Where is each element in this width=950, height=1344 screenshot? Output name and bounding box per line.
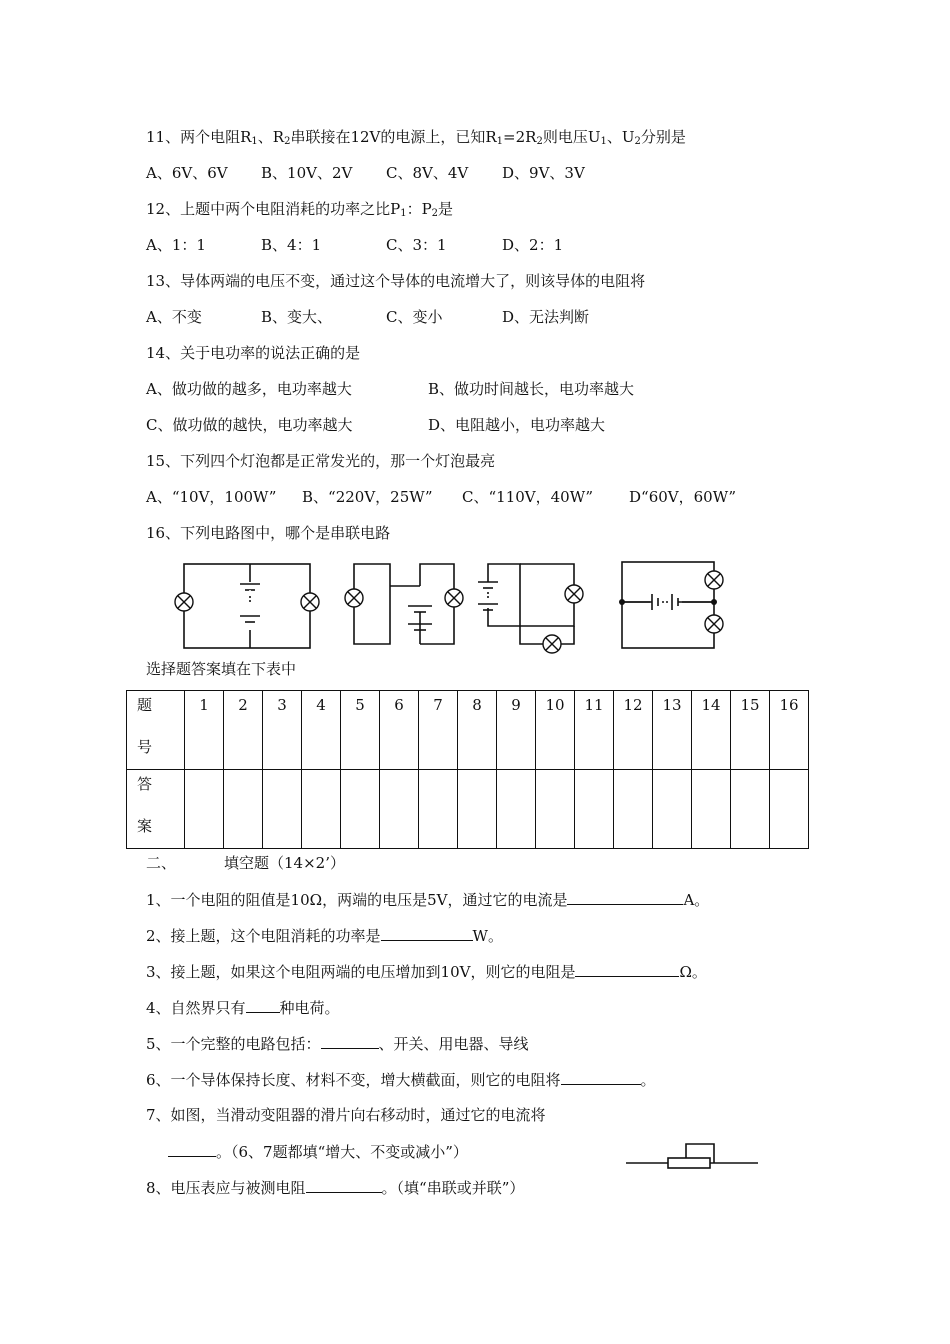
answer-blank[interactable] bbox=[246, 997, 280, 1013]
answer-cell[interactable] bbox=[731, 770, 770, 849]
fill-question-3 bbox=[146, 961, 707, 982]
question-text: 1、一个电阻的阻值是10Ω，两端的电压是5V，通过它的电流是 bbox=[146, 891, 568, 909]
table-cell bbox=[341, 691, 380, 770]
q13-option-b: B、变大、 bbox=[261, 308, 333, 326]
question-text: 。 bbox=[640, 1071, 656, 1089]
section-name: 填空题（14×2’） bbox=[224, 854, 345, 872]
question-number: 16 bbox=[779, 696, 799, 714]
answer-cell[interactable] bbox=[224, 770, 263, 849]
question-text: 。（6、7题都填“增大、不变或减小”） bbox=[216, 1143, 468, 1161]
question-13: 13、导体两端的电压不变，通过这个导体的电流增大了，则该导体的电阻将 bbox=[146, 272, 646, 290]
table-cell bbox=[185, 691, 224, 770]
table-cell bbox=[653, 691, 692, 770]
question-text: 8、电压表应与被测电阻 bbox=[146, 1179, 306, 1197]
answer-cell[interactable] bbox=[770, 770, 809, 849]
q15-option-d: D“60V，60W” bbox=[629, 488, 737, 506]
answer-cell[interactable] bbox=[341, 770, 380, 849]
question-16: 16、下列电路图中，哪个是串联电路 bbox=[146, 524, 391, 542]
question-number: 12 bbox=[623, 696, 643, 714]
table-cell bbox=[224, 691, 263, 770]
subscript: 2 bbox=[634, 136, 641, 147]
question-text: 2、接上题，这个电阻消耗的功率是 bbox=[146, 927, 381, 945]
q14-option-a: A、做功做的越多，电功率越大 bbox=[146, 380, 352, 398]
q11-text: 11、两个电阻R bbox=[146, 128, 252, 146]
question-number: 8 bbox=[472, 696, 482, 714]
fill-question-6 bbox=[146, 1069, 656, 1090]
table-cell bbox=[575, 691, 614, 770]
subscript: 2 bbox=[284, 136, 291, 147]
answer-cell[interactable] bbox=[185, 770, 224, 849]
question-text: 5、一个完整的电路包括： bbox=[146, 1035, 321, 1053]
answer-cell[interactable] bbox=[419, 770, 458, 849]
fill-question-8 bbox=[146, 1177, 524, 1198]
q13-option-c: C、变小 bbox=[386, 308, 443, 326]
fill-question-5 bbox=[146, 1033, 529, 1054]
fill-question-4 bbox=[146, 997, 340, 1018]
subscript: 1 bbox=[496, 136, 504, 147]
table-cell bbox=[302, 691, 341, 770]
q15-option-c: C、“110V，40W” bbox=[462, 488, 594, 506]
q11-text: 则电压U bbox=[542, 128, 601, 146]
q12-option-a: A、1：1 bbox=[146, 236, 206, 254]
q11-text: 分别是 bbox=[640, 128, 686, 146]
q13-option-a: A、不变 bbox=[146, 308, 202, 326]
row-label-answer bbox=[127, 770, 185, 849]
table-cell bbox=[497, 691, 536, 770]
subscript: 1 bbox=[600, 136, 607, 147]
table-row bbox=[127, 770, 809, 849]
q12-option-d: D、2：1 bbox=[502, 236, 564, 254]
question-15: 15、下列四个灯泡都是正常发光的，那一个灯泡最亮 bbox=[146, 452, 496, 470]
question-number: 2 bbox=[238, 696, 248, 714]
label-char: 案 bbox=[137, 817, 153, 835]
answer-cell[interactable] bbox=[302, 770, 341, 849]
table-cell bbox=[263, 691, 302, 770]
answer-cell[interactable] bbox=[263, 770, 302, 849]
section-2-title bbox=[146, 853, 345, 873]
answer-blank[interactable] bbox=[561, 1069, 641, 1085]
question-number: 3 bbox=[277, 696, 287, 714]
answer-blank[interactable] bbox=[575, 961, 679, 977]
q12-option-b: B、4：1 bbox=[261, 236, 322, 254]
question-text: 、开关、用电器、导线 bbox=[378, 1035, 529, 1053]
answer-blank[interactable] bbox=[168, 1141, 216, 1157]
table-cell bbox=[731, 691, 770, 770]
question-text: 种电荷。 bbox=[279, 999, 340, 1017]
question-text: 。（填“串联或并联”） bbox=[381, 1179, 525, 1197]
question-number: 10 bbox=[545, 696, 565, 714]
question-text: Ω。 bbox=[679, 963, 707, 981]
fill-question-1 bbox=[146, 889, 709, 910]
question-11 bbox=[146, 127, 686, 152]
question-text: 4、自然界只有 bbox=[146, 999, 246, 1017]
question-number: 6 bbox=[394, 696, 404, 714]
rheostat-diagram bbox=[624, 1136, 764, 1170]
q14-option-b: B、做功时间越长，电功率越大 bbox=[428, 380, 635, 398]
question-text: 3、接上题，如果这个电阻两端的电压增加到10V，则它的电阻是 bbox=[146, 963, 576, 981]
question-number: 11 bbox=[584, 696, 604, 714]
section-number: 二、 bbox=[146, 854, 177, 872]
q11-option-b: B、10V、2V bbox=[261, 164, 353, 182]
table-cell bbox=[692, 691, 731, 770]
q14-option-d: D、电阻越小，电功率越大 bbox=[428, 416, 606, 434]
q11-text: 、R bbox=[257, 128, 285, 146]
answer-cell[interactable] bbox=[692, 770, 731, 849]
answer-table-caption: 选择题答案填在下表中 bbox=[146, 660, 297, 678]
fill-question-7-cont bbox=[168, 1141, 468, 1162]
answer-cell[interactable] bbox=[380, 770, 419, 849]
question-number: 1 bbox=[199, 696, 209, 714]
q15-option-b: B、“220V，25W” bbox=[302, 488, 433, 506]
circuit-diagram-b bbox=[340, 556, 470, 652]
q12-text: 12、上题中两个电阻消耗的功率之比P bbox=[146, 200, 401, 218]
table-cell bbox=[419, 691, 458, 770]
q12-text: ：P bbox=[406, 200, 432, 218]
q14-option-c: C、做功做的越快，电功率越大 bbox=[146, 416, 353, 434]
answer-cell[interactable] bbox=[458, 770, 497, 849]
fill-question-2 bbox=[146, 925, 503, 946]
answer-blank[interactable] bbox=[306, 1177, 382, 1193]
question-number: 7 bbox=[433, 696, 443, 714]
question-number: 15 bbox=[740, 696, 760, 714]
question-text: 6、一个导体保持长度、材料不变，增大横截面，则它的电阻将 bbox=[146, 1071, 561, 1089]
table-cell bbox=[770, 691, 809, 770]
label-char: 题 bbox=[137, 696, 153, 714]
row-label-number bbox=[127, 691, 185, 770]
answer-cell[interactable] bbox=[497, 770, 536, 849]
table-cell bbox=[536, 691, 575, 770]
q13-option-d: D、无法判断 bbox=[502, 308, 590, 326]
table-cell bbox=[614, 691, 653, 770]
q15-option-a: A、“10V，100W” bbox=[146, 488, 277, 506]
q11-text: 、U bbox=[606, 128, 635, 146]
subscript: 1 bbox=[251, 136, 258, 147]
question-number: 13 bbox=[662, 696, 682, 714]
q11-text: 串联接在12V的电源上，已知R bbox=[290, 128, 497, 146]
q11-option-d: D、9V、3V bbox=[502, 164, 585, 182]
table-cell bbox=[458, 691, 497, 770]
answer-cell[interactable] bbox=[653, 770, 692, 849]
answer-blank[interactable] bbox=[321, 1033, 379, 1049]
subscript: 1 bbox=[400, 208, 407, 219]
circuit-diagram-c bbox=[476, 556, 596, 660]
circuit-diagram-a bbox=[170, 556, 330, 652]
q12-option-c: C、3：1 bbox=[386, 236, 447, 254]
question-number: 4 bbox=[316, 696, 326, 714]
subscript: 2 bbox=[536, 136, 543, 147]
subscript: 2 bbox=[431, 208, 439, 219]
answer-blank[interactable] bbox=[567, 889, 683, 905]
question-number: 5 bbox=[355, 696, 365, 714]
answer-table bbox=[126, 690, 809, 849]
question-number: 14 bbox=[701, 696, 721, 714]
question-number: 9 bbox=[511, 696, 521, 714]
q11-option-c: C、8V、4V bbox=[386, 164, 469, 182]
question-12 bbox=[146, 199, 453, 224]
question-text: W。 bbox=[472, 927, 503, 945]
answer-blank[interactable] bbox=[381, 925, 473, 941]
answer-cell[interactable] bbox=[575, 770, 614, 849]
fill-question-7: 7、如图，当滑动变阻器的滑片向右移动时，通过它的电流将 bbox=[146, 1106, 546, 1124]
question-14: 14、关于电功率的说法正确的是 bbox=[146, 344, 361, 362]
table-cell bbox=[380, 691, 419, 770]
table-row bbox=[127, 691, 809, 770]
answer-cell[interactable] bbox=[614, 770, 653, 849]
label-char: 号 bbox=[137, 738, 153, 756]
answer-cell[interactable] bbox=[536, 770, 575, 849]
q11-text: =2R bbox=[503, 128, 537, 146]
circuit-diagram-d bbox=[610, 556, 740, 652]
label-char: 答 bbox=[137, 775, 153, 793]
question-text: A。 bbox=[683, 891, 710, 909]
q11-option-a: A、6V、6V bbox=[146, 164, 228, 182]
q12-text: 是 bbox=[438, 200, 454, 218]
